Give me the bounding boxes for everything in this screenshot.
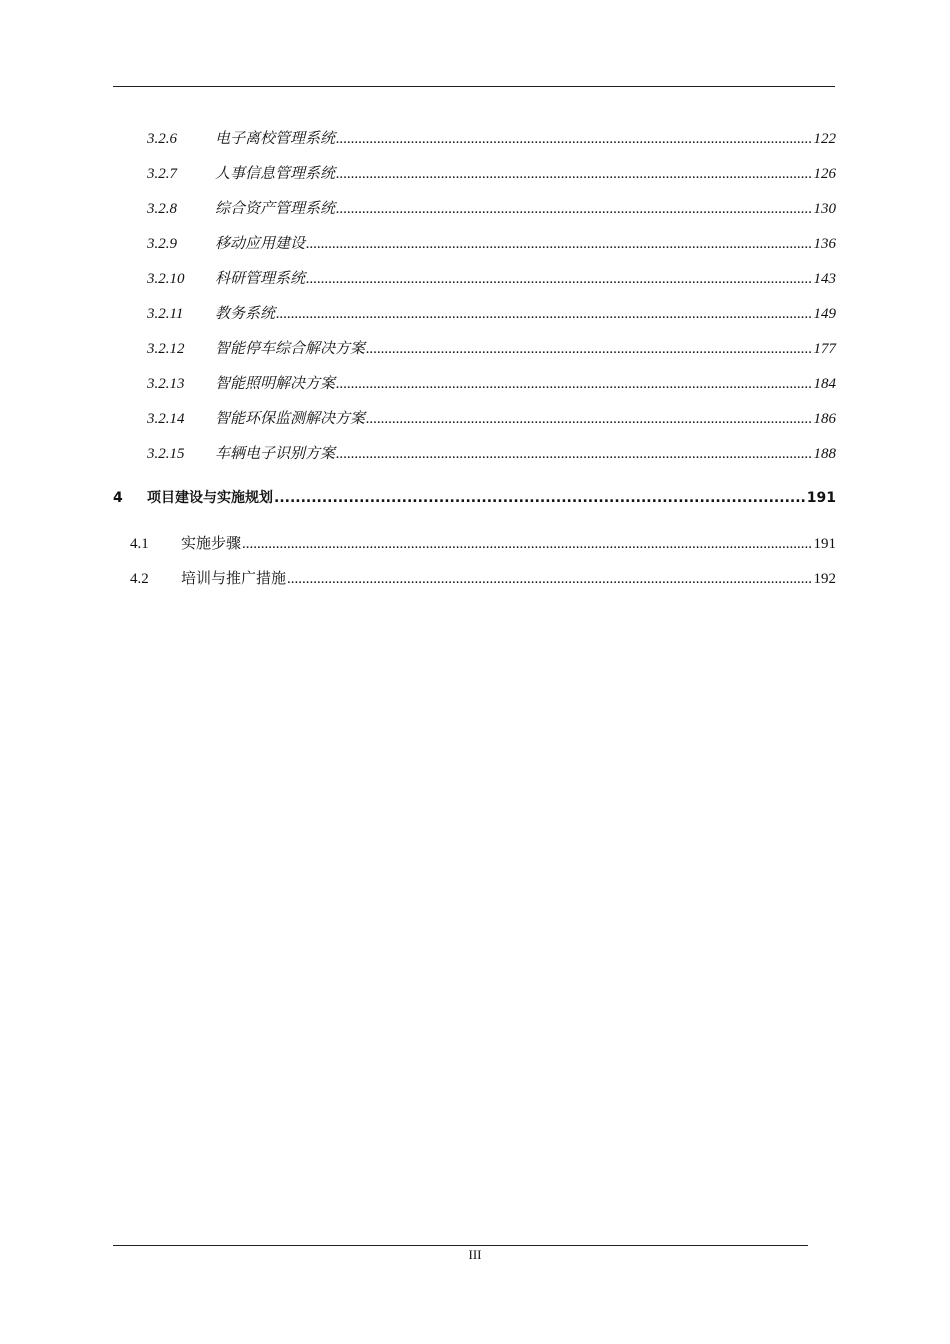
- toc-entry-title: 电子离校管理系统: [215, 131, 336, 147]
- toc-entry-4-2[interactable]: [130, 567, 836, 589]
- toc-entry-title: 智能照明解决方案: [215, 376, 336, 392]
- page-number: III: [468, 1247, 482, 1262]
- toc-entry-3-2-14[interactable]: [147, 407, 836, 429]
- toc-entry-page: 184: [813, 376, 836, 392]
- toc-entry-number: 4.1: [130, 536, 149, 552]
- toc-entry-page: 186: [813, 411, 836, 427]
- dot-leader: [336, 131, 812, 148]
- toc-entry-3-2-9[interactable]: [147, 232, 836, 254]
- toc-entry-page: 122: [813, 131, 836, 147]
- dot-leader: [306, 236, 812, 253]
- toc-entry-chapter-4[interactable]: [113, 487, 836, 509]
- toc-entry-number: 3.2.6: [147, 131, 177, 147]
- toc-entry-number: 3.2.10: [147, 271, 185, 287]
- dot-leader: [274, 490, 806, 506]
- toc-entry-number: 3.2.11: [147, 306, 184, 322]
- dot-leader: [276, 306, 812, 323]
- dot-leader: [287, 571, 812, 588]
- toc-entry-page: 149: [813, 306, 836, 322]
- toc-entry-page: 192: [813, 571, 836, 587]
- toc-entry-3-2-6[interactable]: [147, 127, 836, 149]
- toc-entry-title: 项目建设与实施规划: [147, 490, 273, 506]
- toc-entry-number: 4.2: [130, 571, 149, 587]
- toc-entry-title: 实施步骤: [181, 536, 242, 552]
- toc-entry-title: 智能停车综合解决方案: [215, 341, 366, 357]
- dot-leader: [366, 411, 812, 428]
- toc-entry-title: 综合资产管理系统: [215, 201, 336, 217]
- toc-entry-page: 126: [813, 166, 836, 182]
- toc-entry-number: 3.2.9: [147, 236, 177, 252]
- toc-entry-number: 3.2.12: [147, 341, 185, 357]
- toc-entry-page: 136: [813, 236, 836, 252]
- toc-entry-title: 科研管理系统: [215, 271, 306, 287]
- toc-entry-page: 177: [813, 341, 836, 357]
- toc-entry-page: 191: [813, 536, 836, 552]
- toc-entry-title: 移动应用建设: [215, 236, 306, 252]
- toc-entry-page: 130: [813, 201, 836, 217]
- toc-entry-number: 3.2.15: [147, 446, 185, 462]
- toc-entry-number: 3.2.8: [147, 201, 177, 217]
- dot-leader: [306, 271, 812, 288]
- dot-leader: [336, 376, 812, 393]
- toc-entry-number: 3.2.13: [147, 376, 185, 392]
- toc-entry-number: 4: [113, 490, 123, 506]
- dot-leader: [336, 201, 812, 218]
- toc-entry-4-1[interactable]: [130, 532, 836, 554]
- toc-entry-title: 车辆电子识别方案: [215, 446, 336, 462]
- toc-entry-number: 3.2.7: [147, 166, 177, 182]
- toc-entry-number: 3.2.14: [147, 411, 185, 427]
- toc-entry-3-2-12[interactable]: [147, 337, 836, 359]
- dot-leader: [242, 536, 812, 553]
- toc-entry-page: 191: [806, 490, 836, 506]
- toc-entry-3-2-8[interactable]: [147, 197, 836, 219]
- toc-entry-page: 188: [813, 446, 836, 462]
- toc-entry-3-2-10[interactable]: [147, 267, 836, 289]
- toc-entry-3-2-7[interactable]: [147, 162, 836, 184]
- header-rule: [113, 86, 835, 87]
- toc-entry-page: 143: [813, 271, 836, 287]
- toc-entry-title: 教务系统: [215, 306, 276, 322]
- toc-entry-3-2-15[interactable]: [147, 442, 836, 464]
- toc-entry-3-2-11[interactable]: [147, 302, 836, 324]
- toc-entry-title: 培训与推广措施: [181, 571, 287, 587]
- footer-rule: [113, 1245, 808, 1246]
- toc-entry-title: 智能环保监测解决方案: [215, 411, 366, 427]
- dot-leader: [336, 446, 812, 463]
- dot-leader: [336, 166, 812, 183]
- toc-entry-title: 人事信息管理系统: [215, 166, 336, 182]
- dot-leader: [366, 341, 812, 358]
- toc-entry-3-2-13[interactable]: [147, 372, 836, 394]
